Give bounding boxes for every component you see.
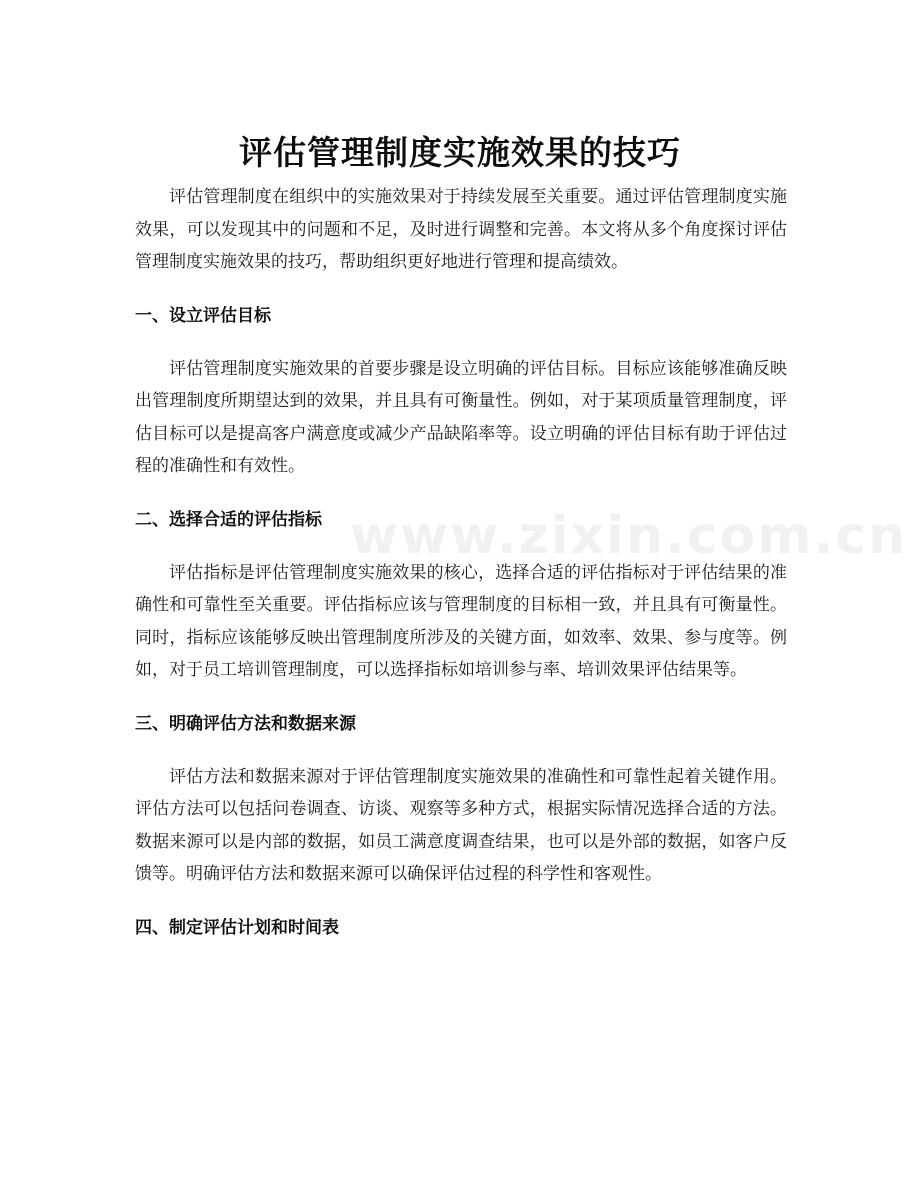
intro-paragraph: 评估管理制度在组织中的实施效果对于持续发展至关重要。通过评估管理制度实施效果，可以发现其中的问题和不足，及时进行调整和完善。本文将从多个角度探讨评估管理制度实施效果的技巧，帮助组织更好地进行管理和提高绩效。 xyxy=(135,187,787,272)
watermark: www.zixin.com.cn xyxy=(350,506,908,566)
section-paragraph-2: 评估指标是评估管理制度实施效果的核心，选择合适的评估指标对于评估结果的准确性和可靠性至关重要。评估指标应该与管理制度的目标相一致，并且具有可衡量性。同时，指标应该能够反映出管理制度所涉及的关键方面，如效率、效果、参与度等。例如，对于员工培训管理制度，可以选择指标如培训参与率、培训效果评估结果等。 xyxy=(135,562,787,680)
section-paragraph-3: 评估方法和数据来源对于评估管理制度实施效果的准确性和可靠性起着关键作用。评估方法可以包括问卷调查、访谈、观察等多种方式，根据实际情况选择合适的方法。数据来源可以是内部的数据，如员工满意度调查结果，也可以是外部的数据，如客户反馈等。明确评估方法和数据来源可以确保评估过程的科学性和客观性。 xyxy=(135,766,787,884)
section-heading-3: 三、明确评估方法和数据来源 xyxy=(135,713,356,734)
section-heading-4: 四、制定评估计划和时间表 xyxy=(135,917,339,938)
section-heading-1: 一、设立评估目标 xyxy=(135,305,271,326)
section-paragraph-1: 评估管理制度实施效果的首要步骤是设立明确的评估目标。目标应该能够准确反映出管理制度所期望达到的效果，并且具有可衡量性。例如，对于某项质量管理制度，评估目标可以是提高客户满意度或减少产品缺陷率等。设立明确的评估目标有助于评估过程的准确性和有效性。 xyxy=(135,358,787,476)
document-body xyxy=(135,181,787,943)
page-title: 评估管理制度实施效果的技巧 xyxy=(239,133,681,173)
section-heading-2: 二、选择合适的评估指标 xyxy=(135,509,322,530)
